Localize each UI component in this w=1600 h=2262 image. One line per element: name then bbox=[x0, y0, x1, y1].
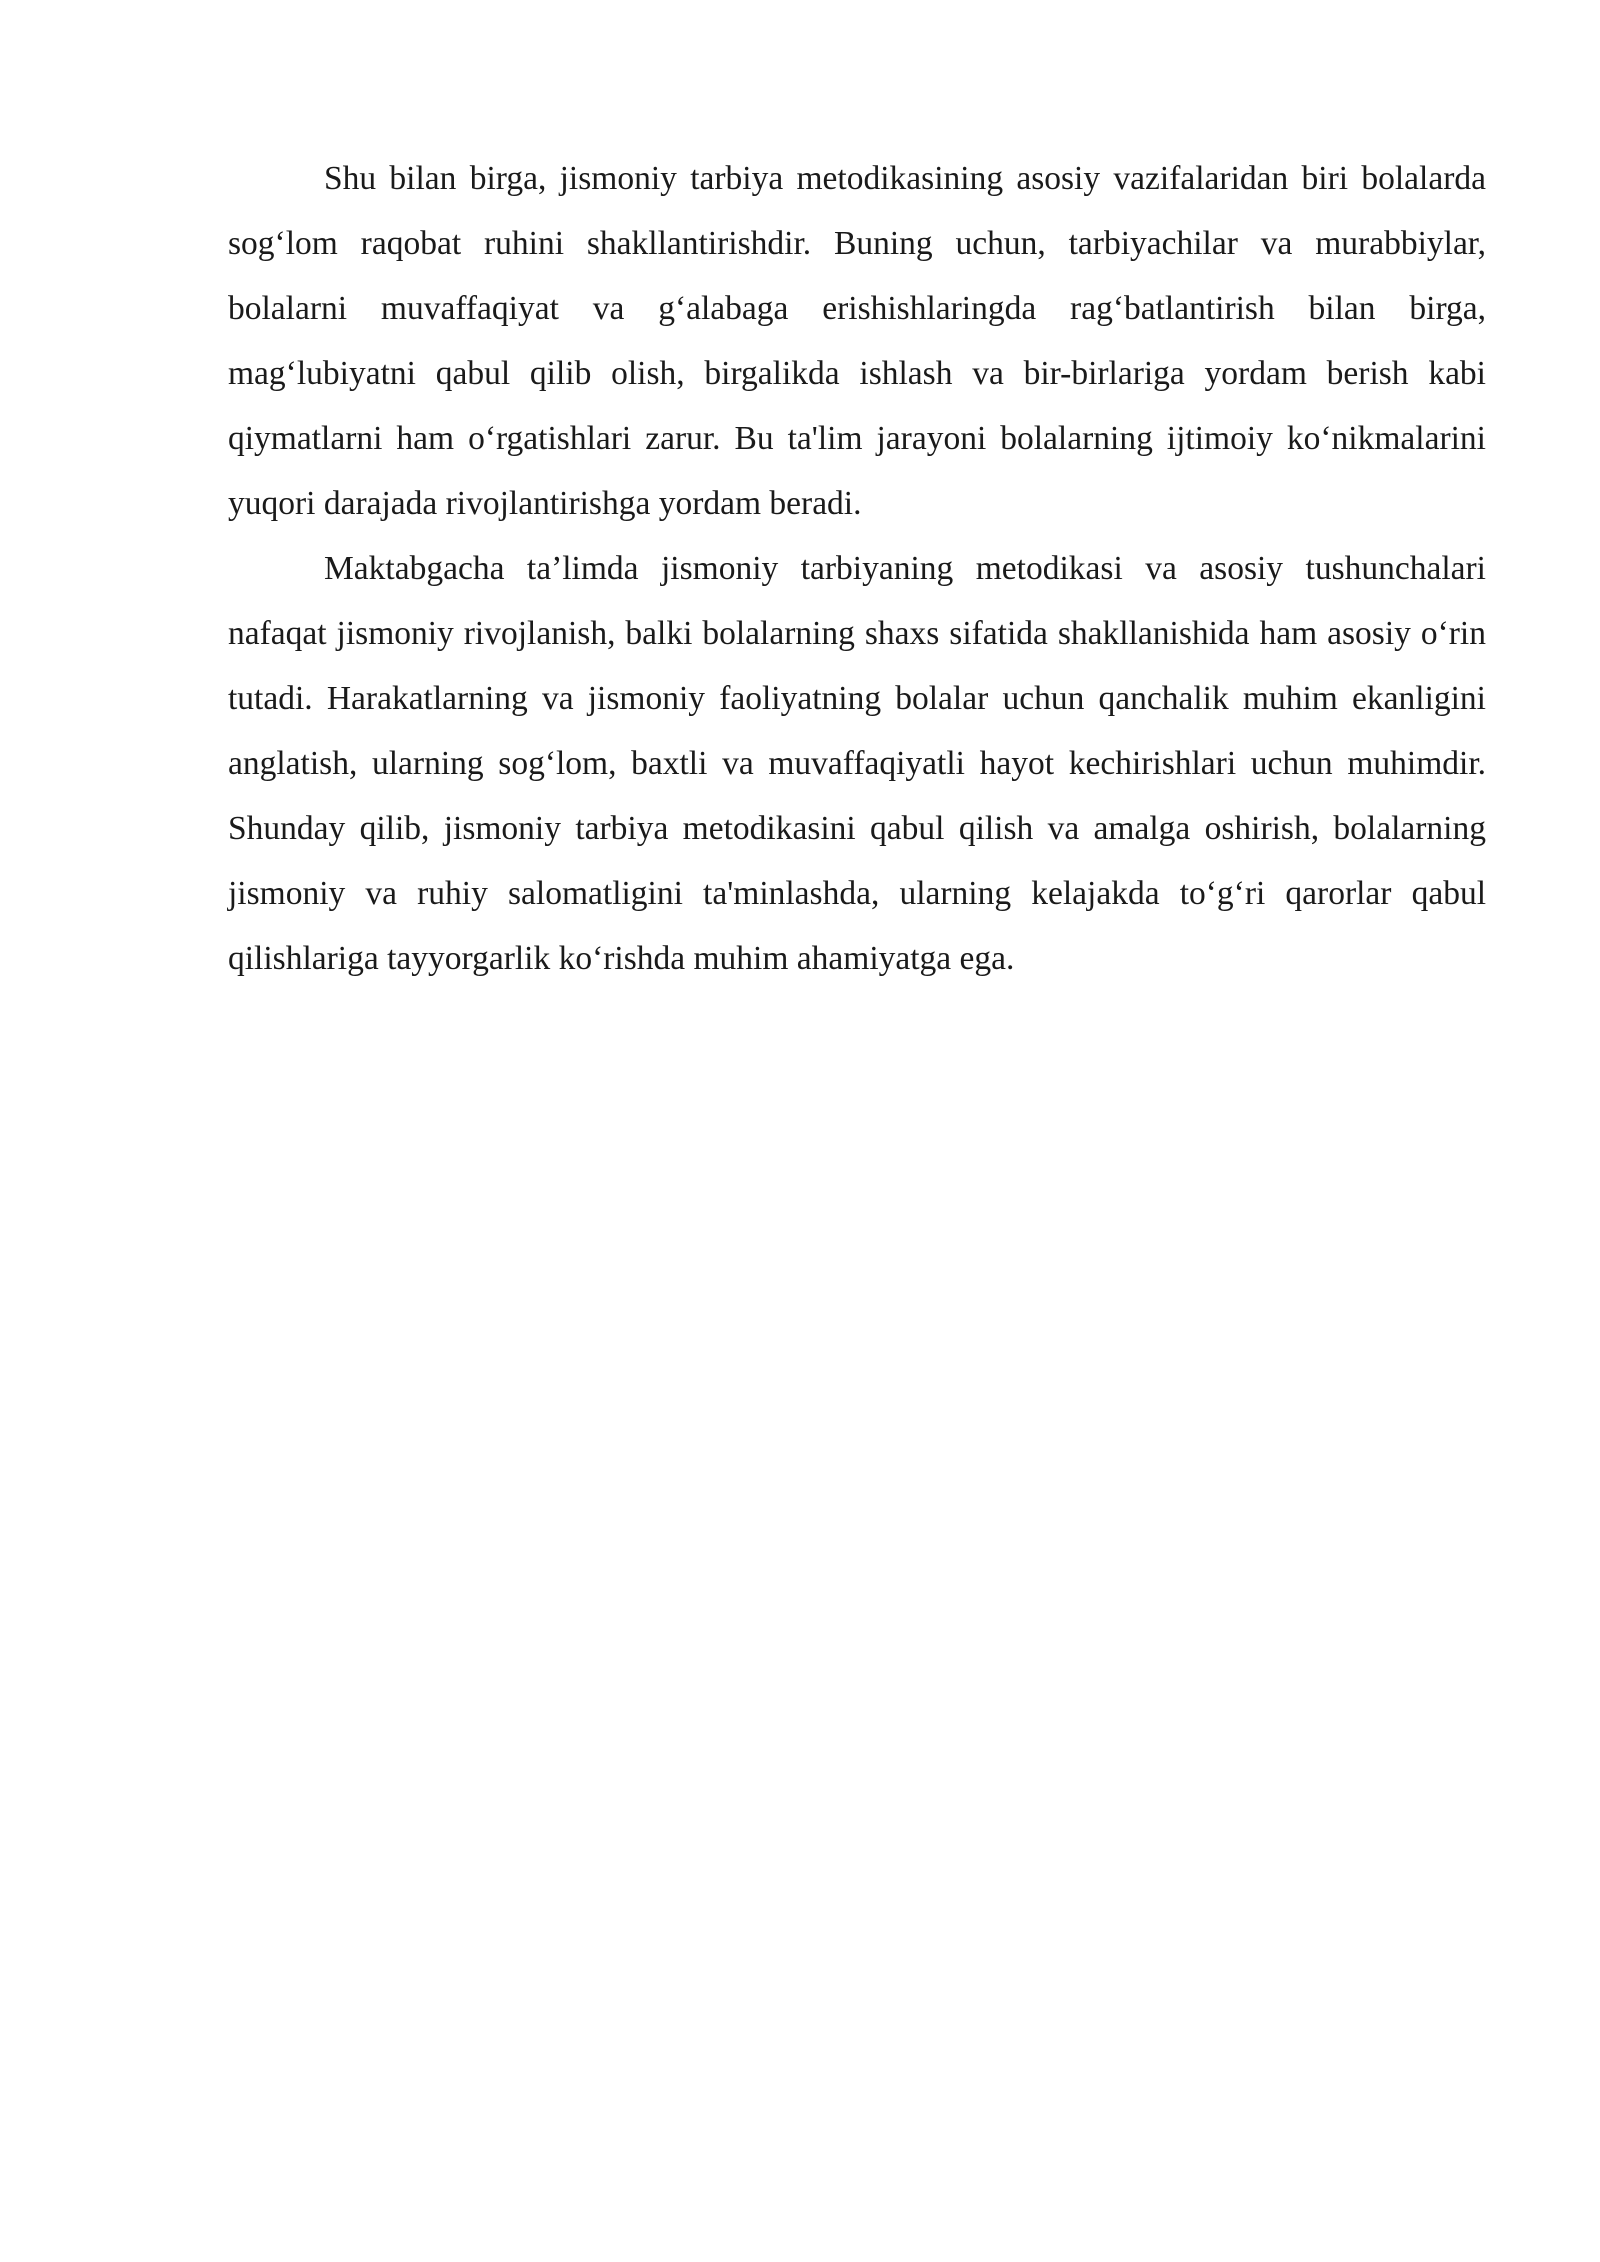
paragraph-1: Shu bilan birga, jismoniy tarbiya metodikasining asosiy vazifalaridan biri bolalarda sog‘lom raqobat ruhini shakllantirishdir. Buning uchun, tarbiyachilar va murabbiylar, bolalarni muvaffaqiyat va g‘alabaga erishishlaringda rag‘batlantirish bilan birga, mag‘lubiyatni qabul qilib olish, birgalikda ishlash va bir-birlariga yordam berish kabi qiymatlarni ham o‘rgatishlari zarur. Bu ta'lim jarayoni bolalarning ijtimoiy ko‘nikmalarini yuqori darajada rivojlantirishga yordam beradi. bbox=[228, 160, 1486, 522]
document-body bbox=[228, 146, 1486, 991]
paragraph-2: Maktabgacha ta’limda jismoniy tarbiyaning metodikasi va asosiy tushunchalari nafaqat jismoniy rivojlanish, balki bolalarning shaxs sifatida shakllanishida ham asosiy o‘rin tutadi. Harakatlarning va jismoniy faoliyatning bolalar uchun qanchalik muhim ekanligini anglatish, ularning sog‘lom, baxtli va muvaffaqiyatli hayot kechirishlari uchun muhimdir. Shunday qilib, jismoniy tarbiya metodikasini qabul qilish va amalga oshirish, bolalarning jismoniy va ruhiy salomatligini ta'minlashda, ularning kelajakda to‘g‘ri qarorlar qabul qilishlariga tayyorgarlik ko‘rishda muhim ahamiyatga ega. bbox=[228, 550, 1486, 977]
